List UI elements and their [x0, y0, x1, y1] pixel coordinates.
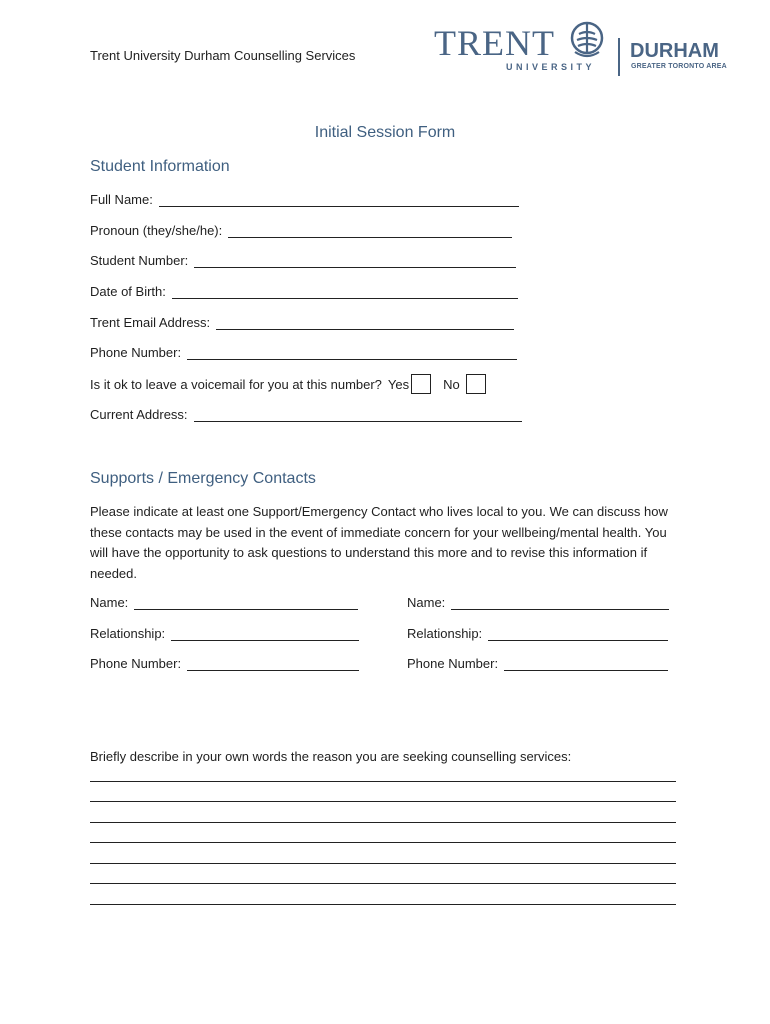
address-line[interactable] [194, 409, 522, 422]
pronoun-label: Pronoun (they/she/he): [90, 223, 223, 238]
contact1-name-label: Name: [90, 595, 129, 610]
logo-divider [618, 38, 620, 76]
student-info-heading: Student Information [90, 158, 230, 175]
contact1-phone-line[interactable] [187, 658, 359, 671]
logo-durham-text: DURHAM [630, 40, 719, 62]
contact1-relationship-label: Relationship: [90, 626, 166, 641]
reason-line-6[interactable] [90, 883, 676, 884]
contact2-name-label: Name: [407, 595, 446, 610]
phone-line[interactable] [187, 347, 517, 360]
voicemail-no-checkbox[interactable] [466, 374, 486, 394]
supports-paragraph: Please indicate at least one Support/Emergency Contact who lives local to you. We can discuss how these contacts may be used in the event of immediate concern for your wellbeing/mental health. You will have the opportunity to ask questions to understand this more and to revise this information if needed. [90, 504, 668, 581]
voicemail-no-label: No [443, 376, 460, 392]
address-field[interactable] [90, 407, 522, 422]
voicemail-yes-label: Yes [387, 376, 410, 392]
contact2-name-field[interactable] [407, 595, 669, 610]
dob-line[interactable] [172, 286, 518, 299]
contact2-phone-label: Phone Number: [407, 656, 499, 671]
student-number-field[interactable] [90, 253, 516, 268]
email-field[interactable] [90, 315, 514, 330]
reason-line-2[interactable] [90, 801, 676, 802]
email-line[interactable] [216, 317, 514, 330]
contact1-phone-field[interactable] [90, 656, 359, 671]
header-org-text: Trent University Durham Counselling Services [90, 48, 356, 63]
phone-field[interactable] [90, 345, 517, 360]
trent-shield-icon [567, 20, 607, 66]
contact2-phone-field[interactable] [407, 656, 668, 671]
trent-durham-logo [434, 20, 734, 80]
voicemail-label: Is it ok to leave a voicemail for you at this number? [90, 376, 382, 392]
contact1-relationship-field[interactable] [90, 626, 359, 641]
contact2-relationship-label: Relationship: [407, 626, 483, 641]
supports-heading: Supports / Emergency Contacts [90, 470, 316, 487]
contact1-phone-label: Phone Number: [90, 656, 182, 671]
voicemail-yes-checkbox[interactable] [411, 374, 431, 394]
address-label: Current Address: [90, 407, 188, 422]
dob-field[interactable] [90, 284, 518, 299]
contact2-phone-line[interactable] [504, 658, 668, 671]
contact2-name-line[interactable] [451, 597, 669, 610]
reason-line-3[interactable] [90, 822, 676, 823]
contact2-relationship-field[interactable] [407, 626, 668, 641]
logo-gta-text: GREATER TORONTO AREA [631, 63, 727, 70]
dob-label: Date of Birth: [90, 284, 166, 299]
logo-trent-wordmark: TRENT [434, 23, 555, 63]
voicemail-question [90, 374, 486, 394]
full-name-line[interactable] [159, 194, 519, 207]
contact1-relationship-line[interactable] [171, 628, 359, 641]
pronoun-line[interactable] [228, 225, 512, 238]
contact1-name-line[interactable] [134, 597, 358, 610]
student-number-label: Student Number: [90, 253, 189, 268]
student-number-line[interactable] [194, 255, 516, 268]
logo-university-text: UNIVERSITY [506, 62, 596, 72]
phone-label: Phone Number: [90, 345, 182, 360]
form-title: Initial Session Form [314, 124, 456, 141]
reason-prompt: Briefly describe in your own words the reason you are seeking counselling services: [90, 749, 572, 764]
reason-line-1[interactable] [90, 781, 676, 782]
full-name-label: Full Name: [90, 192, 153, 207]
reason-line-7[interactable] [90, 904, 676, 905]
email-label: Trent Email Address: [90, 315, 211, 330]
contact2-relationship-line[interactable] [488, 628, 668, 641]
contact1-name-field[interactable] [90, 595, 358, 610]
reason-line-5[interactable] [90, 863, 676, 864]
full-name-field[interactable] [90, 192, 519, 207]
reason-line-4[interactable] [90, 842, 676, 843]
pronoun-field[interactable] [90, 223, 512, 238]
